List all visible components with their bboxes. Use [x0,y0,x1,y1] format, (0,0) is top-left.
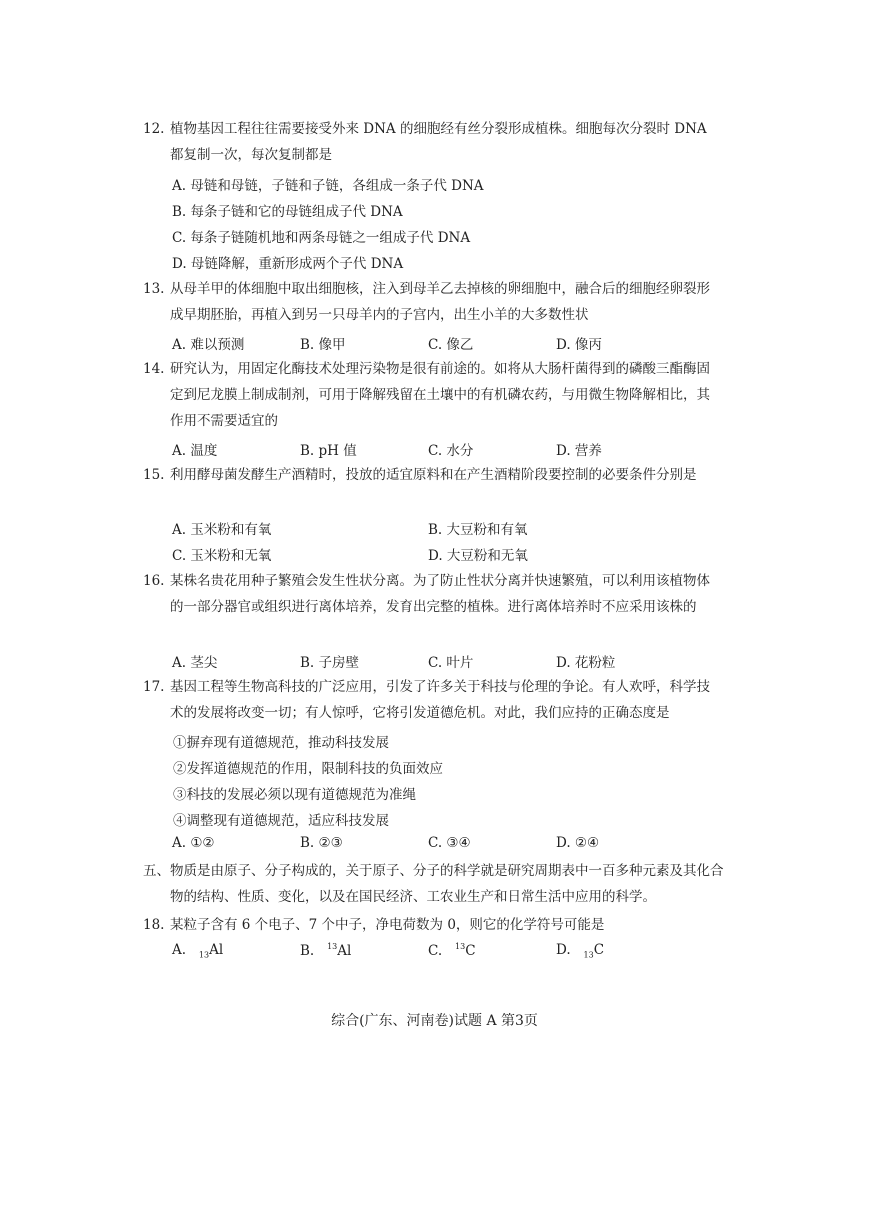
q18-options [172,942,732,960]
option-letter: C. [428,942,443,959]
question-number: 18. [143,917,165,933]
q17-option-a: A. ①② [172,835,215,851]
q16-option-a: A. 茎尖 [172,655,218,671]
q12-option-c: C. 每条子链随机地和两条母链之一组成子代 DNA [172,230,471,246]
q14-options [172,439,732,459]
q14-option-c: C. 水分 [428,443,474,459]
question-text: 植物基因工程往往需要接受外来 DNA 的细胞经有丝分裂形成植株。细胞每次分裂时 DNA 都复制一次，每次复制都是 [170,121,707,163]
question-number: 13. [143,281,165,297]
question-13-stem [143,276,723,328]
q16-option-d: D. 花粉粒 [556,655,616,671]
question-number: 14. [143,361,165,377]
q15-option-b: B. 大豆粉和有氧 [428,522,528,538]
question-13 [143,276,723,328]
atomic-number: 13 [198,950,210,960]
question-text: 研究认为，用固定化酶技术处理污染物是很有前途的。如将从大肠杆菌得到的磷酸三酯酶固定到尼龙膜上制成制剂，可用于降解残留在土壤中的有机磷农药，与用微生物降解相比，其作用不需要适宜的 [170,361,710,429]
question-text: 某株名贵花用种子繁殖会发生性状分离。为了防止性状分离并快速繁殖，可以利用该植物体的一部分器官或组织进行离体培养，发育出完整的植株。进行离体培养时不应采用该株的 [170,573,710,615]
q17-option-b: B. ②③ [300,835,343,851]
question-number: 12. [143,121,165,137]
q16-options [172,651,732,671]
section-text: 物质是由原子、分子构成的，关于原子、分子的科学就是研究周期表中一百多种元素及其化合物的结构、性质、变化，以及在国民经济、工农业生产和日常生活中应用的科学。 [170,863,724,905]
q15-option-c: C. 玉米粉和无氧 [172,548,272,564]
q14-option-b: B. pH 值 [300,443,357,459]
q18-option-c [428,942,556,960]
q13-options [172,333,732,353]
q13-option-a: A. 难以预测 [172,337,245,353]
page-footer: 综合(广东、河南卷)试题 A 第3页 [331,1013,538,1029]
question-number: 15. [143,467,165,483]
element-symbol: C [465,942,476,959]
question-18-stem [143,912,723,938]
q17-option-d: D. ②④ [556,835,600,851]
q17-statement-4: ④调整现有道德规范，适应科技发展 [173,813,389,829]
question-number: 16. [143,573,165,589]
question-14-stem [143,356,723,434]
question-16 [143,568,723,620]
question-14 [143,356,723,434]
option-letter: B. [300,942,315,959]
section-five [143,858,728,910]
q12-option-b: B. 每条子链和它的母链组成子代 DNA [172,204,403,220]
q14-option-a: A. 温度 [172,443,218,459]
q13-option-b: B. 像甲 [300,337,346,353]
section-number: 五、 [143,863,170,879]
q17-option-c: C. ③④ [428,835,471,851]
q15-options-row-2 [172,544,732,564]
q13-option-c: C. 像乙 [428,337,474,353]
question-text: 基因工程等生物高科技的广泛应用，引发了许多关于科技与伦理的争论。有人欢呼，科学技术的发展将改变一切；有人惊呼，它将引发道德危机。对此，我们应持的正确态度是 [170,679,710,721]
question-18 [143,912,723,938]
q15-option-a: A. 玉米粉和有氧 [172,522,272,538]
q18-option-a [172,942,300,960]
question-16-stem [143,568,723,620]
q17-options [172,835,732,851]
option-letter: A. [172,942,187,958]
question-15 [143,462,723,488]
mass-number: 13 [327,942,338,951]
mass-number: 13 [455,942,466,951]
q17-statement-2: ②发挥道德规范的作用，限制科技的负面效应 [173,761,443,777]
question-text: 某粒子含有 6 个电子、7 个中子，净电荷数为 0，则它的化学符号可能是 [170,917,605,933]
q17-statement-1: ①摒弃现有道德规范，推动科技发展 [173,735,389,751]
question-17-stem [143,674,723,726]
option-letter: D. [556,942,571,958]
q14-option-d: D. 营养 [556,443,602,459]
element-symbol: Al [209,942,224,958]
q18-option-b [300,942,428,960]
question-15-stem [143,462,723,488]
q18-option-d [556,942,684,960]
section-five-text [143,858,728,910]
question-12-stem [143,116,723,168]
q17-statement-3: ③科技的发展必须以现有道德规范为准绳 [173,787,416,803]
element-symbol: Al [337,942,352,959]
atomic-number: 13 [583,950,594,960]
q13-option-d: D. 像丙 [556,337,602,353]
q12-option-d: D. 母链降解，重新形成两个子代 DNA [172,256,404,272]
q16-option-c: C. 叶片 [428,655,474,671]
q12-option-a: A. 母链和母链，子链和子链，各组成一条子代 DNA [172,178,484,194]
element-symbol: C [593,942,605,958]
q16-option-b: B. 子房壁 [300,655,360,671]
question-text: 从母羊甲的体细胞中取出细胞核，注入到母羊乙去掉核的卵细胞中，融合后的细胞经卵裂形成早期胚胎，再植入到另一只母羊内的子宫内，出生小羊的大多数性状 [170,281,710,323]
q15-options-row-1 [172,518,732,538]
question-17 [143,674,723,726]
question-text: 利用酵母菌发酵生产酒精时，投放的适宜原料和在产生酒精阶段要控制的必要条件分别是 [170,467,697,483]
q15-option-d: D. 大豆粉和无氧 [428,548,528,564]
question-12 [143,116,723,168]
question-number: 17. [143,679,165,695]
